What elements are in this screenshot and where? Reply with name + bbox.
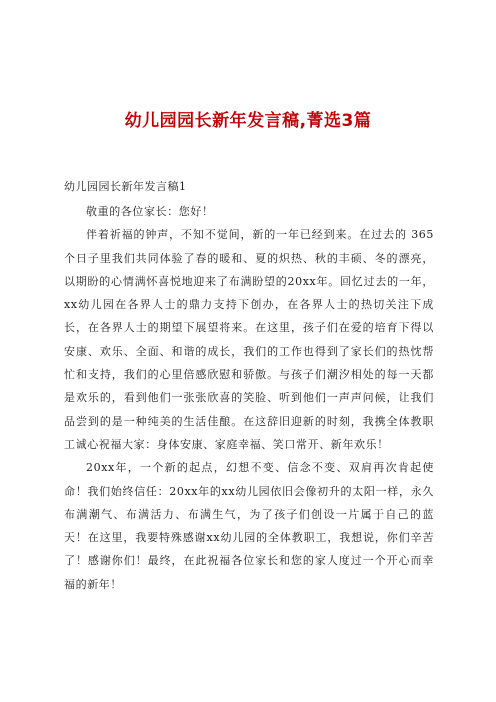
document-title: 幼儿园园长新年发言稿,菁选3篇 xyxy=(124,111,372,131)
document-body xyxy=(64,200,434,596)
body-paragraph: 伴着祈福的钟声，不知不觉间，新的一年已经到来。在过去的 365个日子里我们共同体验了春的暖和、夏的炽热、秋的丰硕、冬的漂亮，以期盼的心情满怀喜悦地迎来了布满盼望的20xx年。回忆过去的一年，xx幼儿园在各界人士的鼎力支持下创办，在各界人士的热切关注下成长，在各界人士的期望下展望将来。在这里，孩子们在爱的培育下得以安康、欢乐、全面、和谐的成长，我们的工作也得到了家长们的热忱帮忙和支持，我们的心里倍感欣慰和骄傲。与孩子们潮汐相处的每一天都是欢乐的，看到他们一张张欣喜的笑脸、听到他们一声声问候，让我们品尝到的是一种纯美的生活佳酿。在这辞旧迎新的时刻，我携全体教职工诚心祝福大家：身体安康、家庭幸福、笑口常开、新年欢乐！ xyxy=(64,228,434,451)
body-paragraph: 20xx年，一个新的起点，幻想不变、信念不变、双肩再次肯起使命！我们始终信任：20xx年的xx幼儿园依旧会像初升的太阳一样，永久布满潮气、布满活力、布满生气，为了孩子们创设一片属于自己的蓝天！在这里，我要特殊感谢xx幼儿园的全体教职工，我想说，你们辛苦了！感谢你们！最终，在此祝福各位家长和您的家人度过一个开心而幸福的新年！ xyxy=(64,461,434,591)
salutation-paragraph: 敬重的各位家长：您好！ xyxy=(86,205,214,218)
section-heading: 幼儿园园长新年发言稿1 xyxy=(64,180,187,193)
